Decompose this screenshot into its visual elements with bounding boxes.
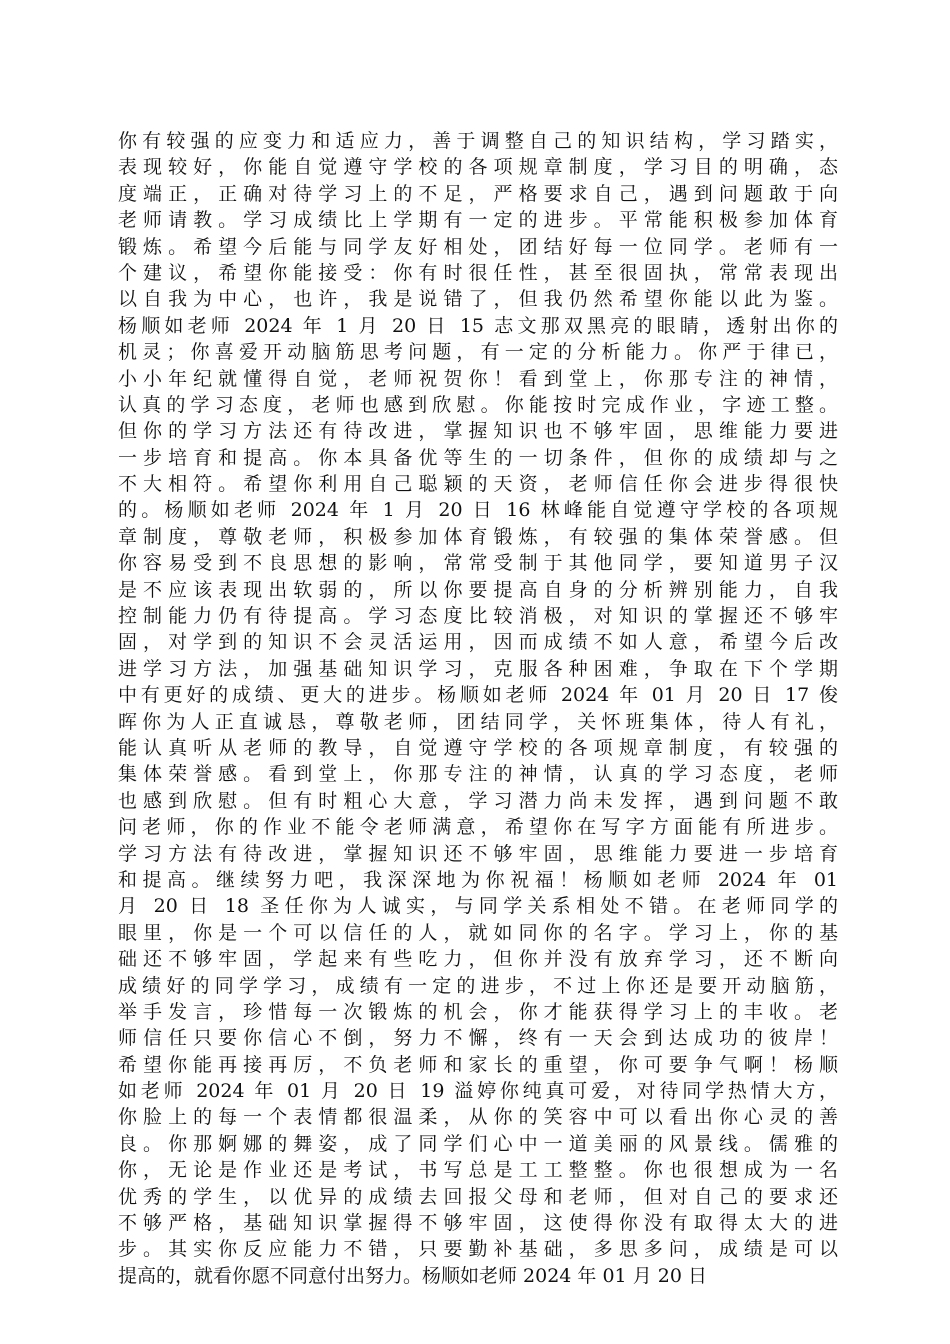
text-line: 和提高。继续努力吧，我深深地为你祝福！杨顺如老师 2024 年 01 <box>118 868 838 891</box>
text-line: 月 20 日 18 圣任你为人诚实，与同学关系相处不错。在老师同学的 <box>118 895 838 918</box>
text-line: 如老师 2024 年 01 月 20 日 19 溢婷你纯真可爱，对待同学热情大方， <box>118 1080 838 1103</box>
text-line: 晖你为人正直诚恳，尊敬老师，团结同学，关怀班集体，待人有礼， <box>118 710 838 733</box>
text-line: 锻炼。希望今后能与同学友好相处，团结好每一位同学。老师有一 <box>118 235 838 258</box>
text-line: 也感到欣慰。但有时粗心大意，学习潜力尚未发挥，遇到问题不敢 <box>118 789 838 812</box>
text-line: 认真的学习态度，老师也感到欣慰。你能按时完成作业，字迹工整。 <box>118 393 838 416</box>
text-line: 杨顺如老师 2024 年 1 月 20 日 15 志文那双黑亮的眼睛，透射出你的 <box>118 314 838 337</box>
text-line: 控制能力仍有待提高。学习态度比较消极，对知识的掌握还不够牢 <box>118 605 838 628</box>
text-line: 的。杨顺如老师 2024 年 1 月 20 日 16 林峰能自觉遵守学校的各项规 <box>118 499 838 522</box>
text-line: 中有更好的成绩、更大的进步。杨顺如老师 2024 年 01 月 20 日 17 俊 <box>118 684 838 707</box>
text-line: 进学习方法，加强基础知识学习，克服各种困难，争取在下个学期 <box>118 657 838 680</box>
text-line: 优秀的学生，以优异的成绩去回报父母和老师，但对自己的要求还 <box>118 1185 838 1208</box>
text-line: 眼里，你是一个可以信任的人，就如同你的名字。学习上，你的基 <box>118 921 838 944</box>
text-line: 学习方法有待改进，掌握知识还不够牢固，思维能力要进一步培育 <box>118 842 838 865</box>
body-text <box>118 128 838 1289</box>
text-line: 但你的学习方法还有待改进，掌握知识也不够牢固，思维能力要进 <box>118 420 838 443</box>
text-line: 你，无论是作业还是考试，书写总是工工整整。你也很想成为一名 <box>118 1159 838 1182</box>
text-line: 步。其实你反应能力不错，只要勤补基础，多思多问，成绩是可以 <box>118 1238 838 1261</box>
text-line: 成绩好的同学学习，成绩有一定的进步，不过上你还是要开动脑筋， <box>118 974 838 997</box>
text-line: 固，对学到的知识不会灵活运用，因而成绩不如人意，希望今后改 <box>118 631 838 654</box>
text-line: 提高的，就看你愿不同意付出努力。杨顺如老师 2024 年 01 月 20 日 <box>118 1264 707 1287</box>
text-line: 老师请教。学习成绩比上学期有一定的进步。平常能积极参加体育 <box>118 209 838 232</box>
text-line: 表现较好，你能自觉遵守学校的各项规章制度，学习目的明确，态 <box>118 156 838 179</box>
text-line: 良。你那婀娜的舞姿，成了同学们心中一道美丽的风景线。儒雅的 <box>118 1132 838 1155</box>
text-line: 章制度，尊敬老师，积极参加体育锻炼，有较强的集体荣誉感。但 <box>118 525 838 548</box>
text-line: 小小年纪就懂得自觉，老师祝贺你！看到堂上，你那专注的神情， <box>118 367 838 390</box>
text-line: 不大相符。希望你利用自己聪颖的天资，老师信任你会进步得很快 <box>118 473 838 496</box>
text-line: 你脸上的每一个表情都很温柔，从你的笑容中可以看出你心灵的善 <box>118 1106 838 1129</box>
text-line: 师信任只要你信心不倒，努力不懈，终有一天会到达成功的彼岸！ <box>118 1027 838 1050</box>
text-line: 机灵；你喜爱开动脑筋思考问题，有一定的分析能力。你严于律已， <box>118 341 838 364</box>
text-line: 一步培育和提高。你本具备优等生的一切条件，但你的成绩却与之 <box>118 446 838 469</box>
text-line: 以自我为中心，也许，我是说错了，但我仍然希望你能以此为鉴。 <box>118 288 838 311</box>
text-line: 希望你能再接再厉，不负老师和家长的重望，你可要争气啊！杨顺 <box>118 1053 838 1076</box>
text-line: 你容易受到不良思想的影响，常常受制于其他同学，要知道男子汉 <box>118 552 838 575</box>
text-line: 举手发言，珍惜每一次锻炼的机会，你才能获得学习上的丰收。老 <box>118 1000 838 1023</box>
text-line: 是不应该表现出软弱的，所以你要提高自身的分析辨别能力，自我 <box>118 578 838 601</box>
text-line: 不够严格，基础知识掌握得不够牢固，这使得你没有取得太大的进 <box>118 1212 838 1235</box>
text-line: 你有较强的应变力和适应力，善于调整自己的知识结构，学习踏实， <box>118 130 838 152</box>
text-line: 能认真听从老师的教导，自觉遵守学校的各项规章制度，有较强的 <box>118 736 838 759</box>
text-line: 个建议，希望你能接受：你有时很任性，甚至很固执，常常表现出 <box>118 261 838 284</box>
text-line: 集体荣誉感。看到堂上，你那专注的神情，认真的学习态度，老师 <box>118 763 838 786</box>
text-line: 础还不够牢固，学起来有些吃力，但你并没有放弃学习，还不断向 <box>118 948 838 971</box>
text-line: 问老师，你的作业不能令老师满意，希望你在写字方面能有所进步。 <box>118 816 838 839</box>
text-line: 度端正，正确对待学习上的不足，严格要求自己，遇到问题敢于向 <box>118 182 838 205</box>
